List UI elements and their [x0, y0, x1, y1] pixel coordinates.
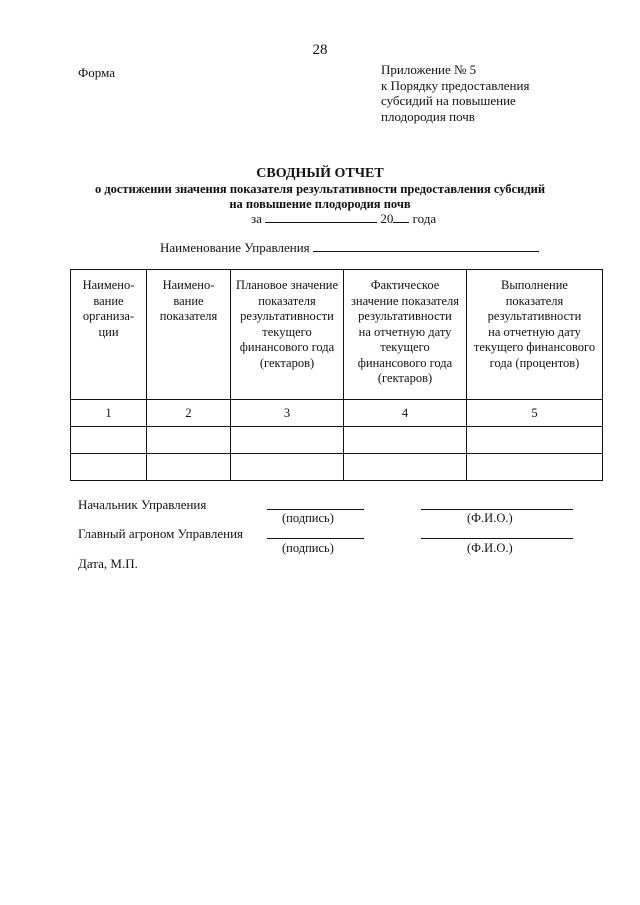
table-header-row [71, 270, 603, 400]
report-table [70, 269, 603, 481]
document-title: СВОДНЫЙ ОТЧЕТ [256, 166, 384, 181]
table-row [71, 427, 603, 454]
column-number: 3 [231, 400, 344, 427]
period-suffix: года [412, 211, 437, 226]
subtitle-line: на повышение плодородия почв [229, 197, 411, 211]
appendix-line: к Порядку предоставления [381, 77, 530, 93]
agronomist-label: Главный агроном Управления [78, 526, 244, 541]
table-cell[interactable] [467, 454, 603, 481]
department-blank[interactable] [313, 240, 539, 252]
agronomist-name-line[interactable] [421, 538, 573, 539]
table-header-cell: Плановое значение показателя результативности текущего финансового года (гектаров) [231, 270, 344, 400]
period-year-blank[interactable] [393, 211, 409, 223]
table-cell[interactable] [231, 427, 344, 454]
table-cell[interactable] [344, 427, 467, 454]
department-label: Наименование Управления [160, 240, 310, 255]
table-cell[interactable] [147, 454, 231, 481]
table-header-cell: Фактическое значение показателя результативности на отчетную дату текущего финансового года (гектаров) [344, 270, 467, 400]
period-date-blank[interactable] [265, 211, 377, 223]
head-signature-line[interactable] [267, 509, 364, 510]
table-cell[interactable] [344, 454, 467, 481]
subtitle-line: о достижении значения показателя результативности предоставления субсидий [94, 182, 546, 196]
head-name-line[interactable] [421, 509, 573, 510]
report-period [251, 211, 436, 227]
document-subtitle [0, 182, 640, 212]
agronomist-name-caption: (Ф.И.О.) [467, 541, 513, 555]
table-header-cell: Выполнение показателя результативности на отчетную дату текущего финансового года (процентов) [467, 270, 603, 400]
head-signature-caption: (подпись) [282, 511, 334, 525]
column-number: 4 [344, 400, 467, 427]
page-number: 28 [312, 42, 328, 58]
date-stamp-label: Дата, М.П. [78, 556, 138, 571]
appendix-line: субсидий на повышение [381, 93, 516, 108]
agronomist-signature-line[interactable] [267, 538, 364, 539]
table-cell[interactable] [467, 427, 603, 454]
column-number: 2 [147, 400, 231, 427]
head-label: Начальник Управления [78, 497, 207, 512]
appendix-block [381, 62, 529, 124]
table-cell[interactable] [147, 427, 231, 454]
column-number-row [71, 400, 603, 427]
appendix-line: плодородия почв [381, 108, 475, 124]
period-year-prefix: 20 [380, 211, 394, 226]
column-number: 1 [71, 400, 147, 427]
agronomist-signature-caption: (подпись) [282, 541, 334, 555]
department-field [160, 240, 539, 256]
period-prefix: за [251, 211, 262, 226]
head-name-caption: (Ф.И.О.) [467, 511, 513, 525]
table-header-cell: Наимено- вание показателя [147, 270, 231, 400]
table-cell[interactable] [231, 454, 344, 481]
table-row [71, 454, 603, 481]
table-cell[interactable] [71, 427, 147, 454]
table-cell[interactable] [71, 454, 147, 481]
form-label: Форма [78, 65, 115, 80]
column-number: 5 [467, 400, 603, 427]
appendix-line: Приложение № 5 [381, 62, 477, 77]
table-header-cell: Наимено- вание организа- ции [71, 270, 147, 400]
